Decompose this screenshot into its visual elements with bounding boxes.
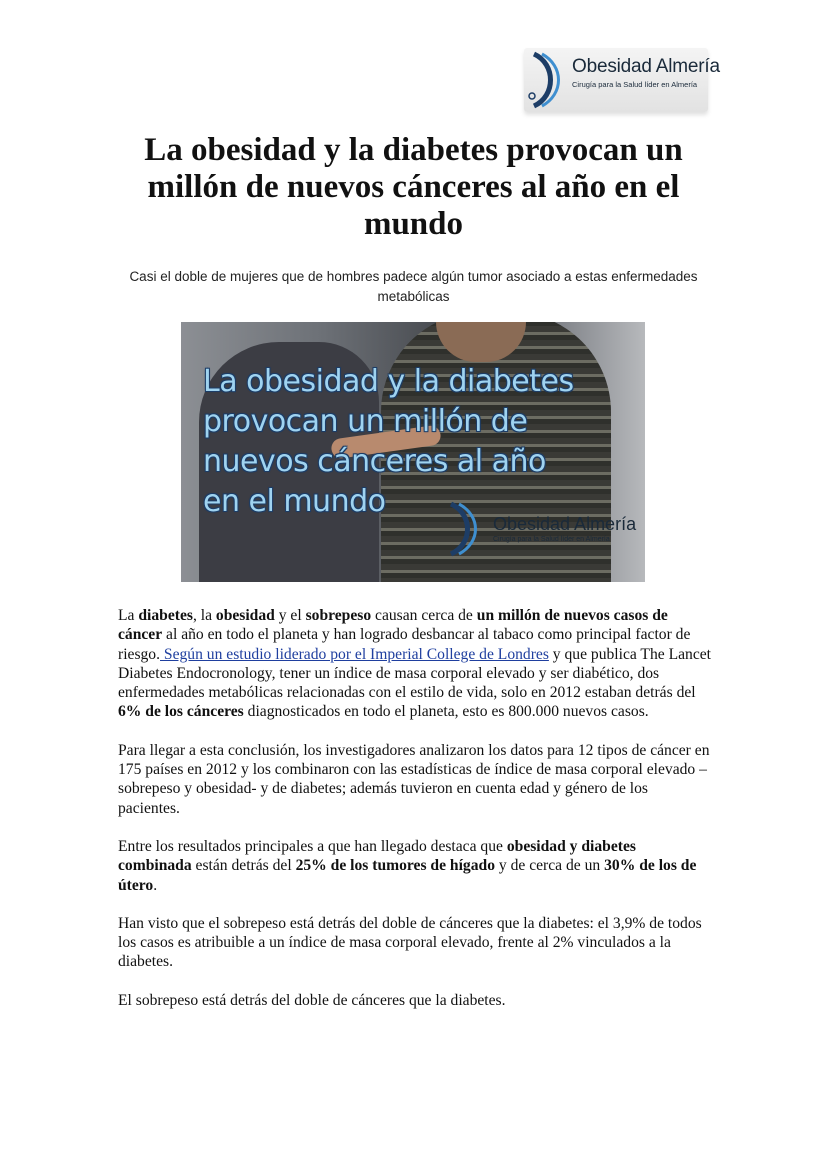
text: y el [274, 607, 306, 624]
text: al año en todo el planeta y han logrado desbancar al tabaco como principal factor de riesgo. [118, 626, 691, 663]
paragraph-4: Han visto que el sobrepeso está detrás del doble de cánceres que la diabetes: el 3,9% de todos los casos es atribuible a un índice de masa corporal elevado, frente al 2% vinculados a la diabetes. [118, 914, 702, 971]
text: causan cerca de [371, 607, 477, 624]
logo-brand-name: Obesidad Almería [572, 56, 720, 77]
hero-logo-arc-icon [443, 500, 489, 558]
text: diagnosticados en todo el planeta, esto es 800.000 nuevos casos. [243, 703, 649, 721]
article-title: La obesidad y la diabetes provocan un millón de nuevos cánceres al año en el mundo [144, 132, 683, 242]
text: y que publica The Lancet Diabetes Endocronology, tener un índice de masa corporal elevado y ser diabético, dos enfermedades metabólicas relacionadas con el estilo de vida, solo en 2012 estaban detrás del [118, 645, 711, 702]
bold-text: obesidad [215, 607, 275, 624]
bold-text: diabetes [138, 607, 193, 624]
text: . [153, 876, 158, 894]
text: La [118, 607, 139, 624]
logo-tagline: Cirugía para la Salud líder en Almería [572, 80, 698, 89]
bold-text: 6% de los cánceres [118, 703, 244, 721]
hero-image [181, 322, 645, 582]
text: y de cerca de un [495, 857, 605, 875]
article-body [118, 606, 712, 1029]
article-subtitle: Casi el doble de mujeres que de hombres padece algún tumor asociado a estas enfermedades metabólicas [129, 269, 698, 304]
bold-text: obesidad y diabetes combinada [118, 837, 636, 875]
paragraph-3 [118, 837, 712, 895]
bold-text: sobrepeso [305, 607, 372, 624]
hero-logo-tagline: Cirugía para la Salud líder en Almería [493, 536, 610, 543]
text: Entre los resultados principales a que han llegado destaca que [118, 837, 507, 855]
bold-text: 30% de los de útero [118, 857, 697, 894]
text: , la [192, 607, 216, 624]
bold-text: un millón de nuevos casos de cáncer [118, 607, 668, 644]
text: están detrás del [191, 857, 296, 875]
hero-overlay-text: La obesidad y la diabetes provocan un millón de nuevos cánceres al año en el mundo [203, 364, 574, 519]
brand-logo [524, 48, 720, 112]
hero-logo-brand: Obesidad Almería [493, 514, 637, 534]
logo-arc-icon [526, 50, 572, 110]
hero-logo [443, 500, 637, 558]
paragraph-1 [118, 606, 712, 722]
imperial-college-study-link[interactable]: Según un estudio liderado por el Imperial College de Londres [160, 645, 549, 663]
bold-text: 25% de los tumores de hígado [295, 857, 495, 875]
paragraph-5: El sobrepeso está detrás del doble de cánceres que la diabetes. [118, 991, 506, 1009]
paragraph-2: Para llegar a esta conclusión, los investigadores analizaron los datos para 12 tipos de cáncer en 175 países en 2012 y los combinaron con las estadísticas de índice de masa corporal elevado –sobrepeso y obesidad- y de diabetes; además tuvieron en cuenta edad y género de los pacientes. [118, 741, 710, 817]
